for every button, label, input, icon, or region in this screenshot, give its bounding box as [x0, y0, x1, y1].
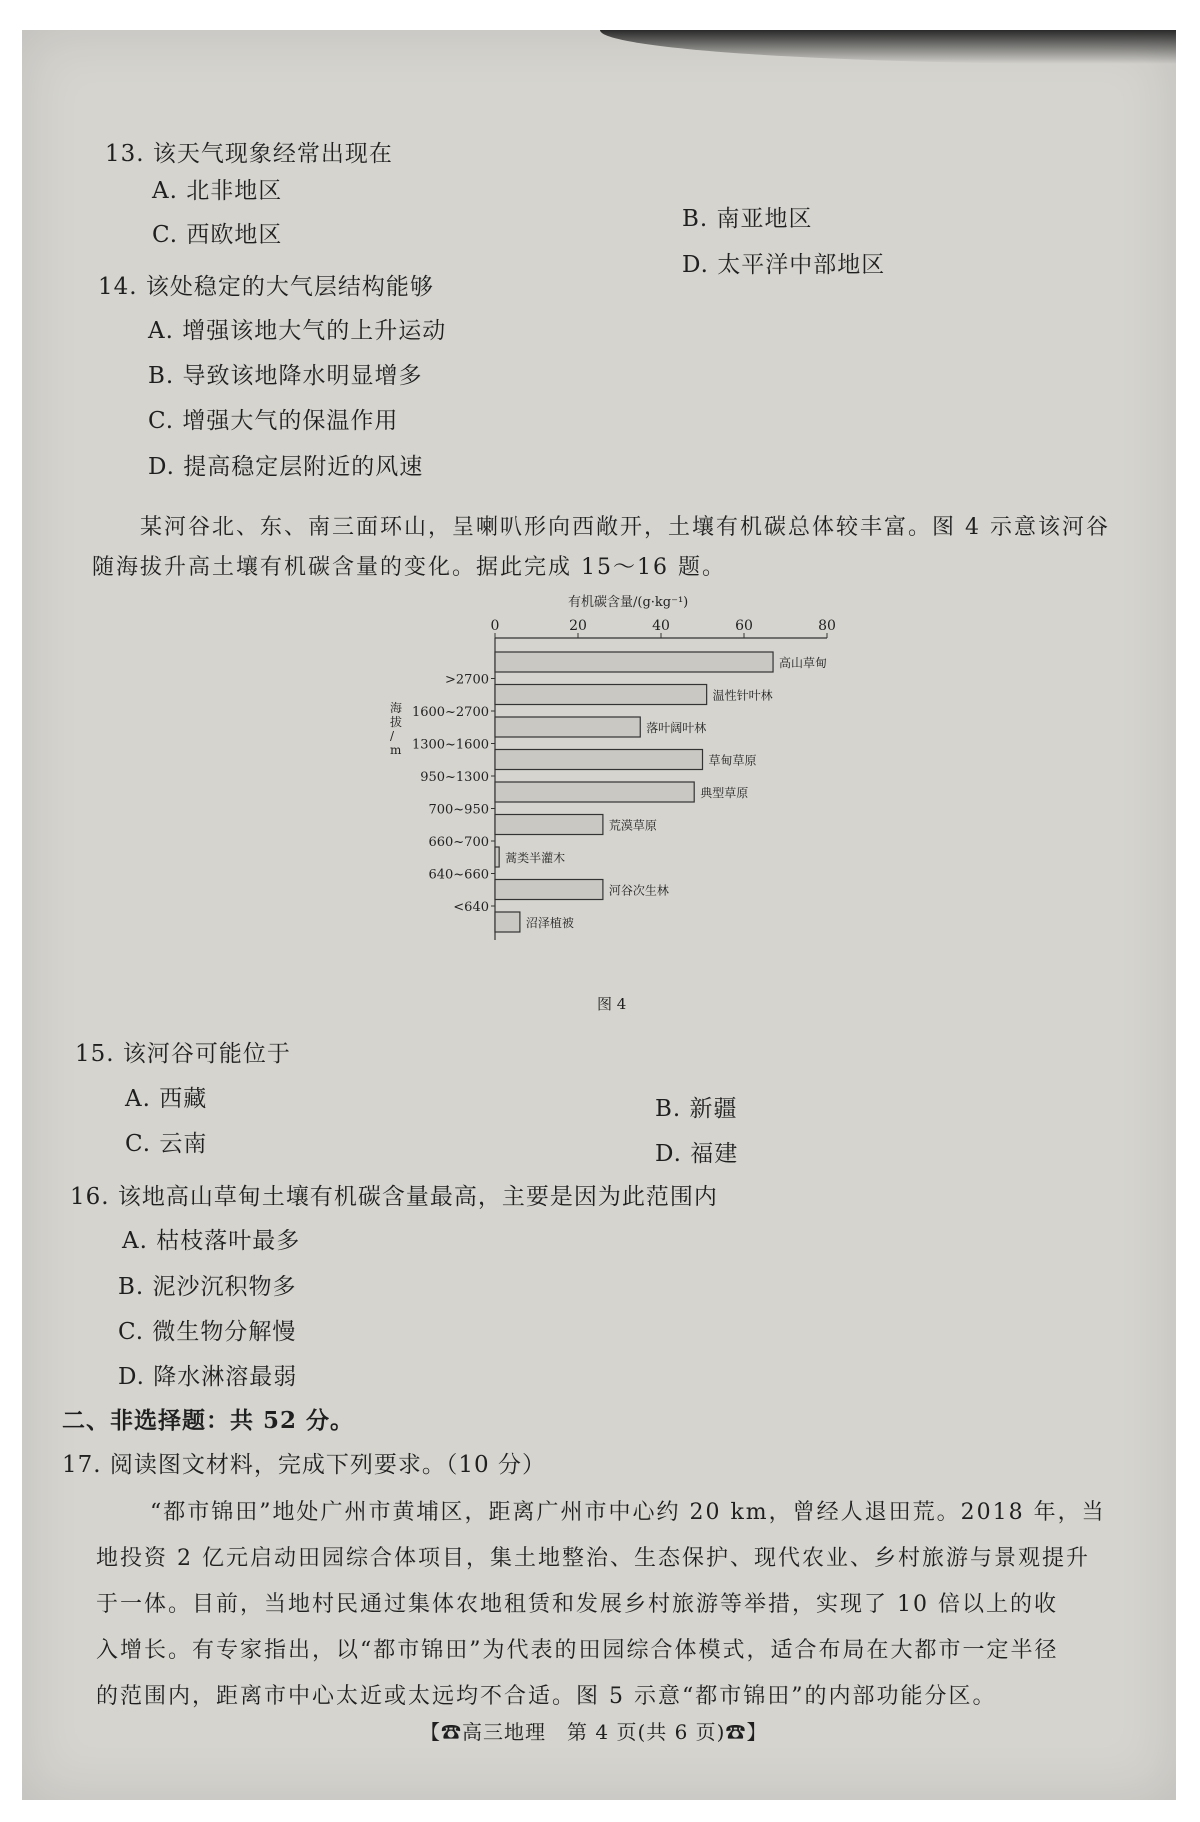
y-axis-label [390, 701, 402, 757]
q13-option-a: A. 北非地区 [152, 178, 283, 204]
q13-stem: 13. 该天气现象经常出现在 [105, 141, 393, 167]
q16-option-a: A. 枯枝落叶最多 [122, 1228, 301, 1254]
q17-material-line-4: 入增长。有专家指出，以“都市锦田”为代表的田园综合体模式，适合布局在大都市一定半径 [96, 1638, 1059, 1663]
q17-stem: 17. 阅读图文材料，完成下列要求。（10 分） [62, 1452, 546, 1478]
bar-label: 沼泽植被 [525, 916, 574, 930]
q13-option-d: D. 太平洋中部地区 [682, 252, 886, 278]
x-tick-label: 60 [735, 618, 753, 634]
chart-title: 有机碳含量/(g·kg⁻¹) [568, 595, 689, 610]
x-tick-label: 20 [569, 618, 587, 634]
q17-material-line-3: 于一体。目前，当地村民通过集体农地租赁和发展乡村旅游等举措，实现了 10 倍以上的收 [96, 1592, 1058, 1617]
section-2-title: 二、非选择题：共 52 分。 [62, 1407, 355, 1434]
y-tick-label: 660~700 [428, 835, 489, 850]
q14-option-b: B. 导致该地降水明显增多 [148, 363, 423, 389]
bar-label: 荒漠草原 [608, 818, 657, 833]
x-tick-label: 0 [490, 618, 500, 634]
q14-option-c: C. 增强大气的保温作用 [148, 408, 399, 434]
q15-option-b: B. 新疆 [655, 1096, 738, 1122]
q16-option-c: C. 微生物分解慢 [118, 1319, 297, 1345]
q14-stem: 14. 该处稳定的大气层结构能够 [98, 274, 434, 300]
bar [495, 685, 707, 705]
y-axis-label-char: 拔 [390, 715, 403, 729]
q17-material-line-2: 地投资 2 亿元启动田园综合体项目，集土地整治、生态保护、现代农业、乡村旅游与景观提升 [96, 1546, 1090, 1571]
bar-label: 落叶阔叶林 [646, 721, 707, 735]
q16-option-d: D. 降水淋溶最弱 [118, 1364, 298, 1390]
bar [495, 782, 694, 802]
bar [495, 717, 640, 737]
q16-option-b: B. 泥沙沉积物多 [118, 1274, 297, 1300]
bar-label: 典型草原 [700, 786, 749, 800]
q15-stem: 15. 该河谷可能位于 [75, 1041, 291, 1067]
bar [495, 652, 773, 672]
y-axis-label-char: m [390, 743, 402, 757]
bar [495, 815, 603, 835]
q17-material-line-5: 的范围内，距离市中心太近或太远均不合适。图 5 示意“都市锦田”的内部功能分区。 [96, 1684, 997, 1709]
y-tick-label: 640~660 [428, 867, 489, 883]
q15-option-d: D. 福建 [655, 1141, 739, 1167]
page-footer: 【☎高三地理 第 4 页(共 6 页)☎】 [420, 1720, 768, 1744]
q15-option-c: C. 云南 [125, 1131, 208, 1157]
q15-option-a: A. 西藏 [125, 1086, 208, 1112]
intro-line-2: 随海拔升高土壤有机碳含量的变化。据此完成 15～16 题。 [92, 555, 726, 580]
q13-option-b: B. 南亚地区 [682, 206, 813, 232]
bar [495, 880, 603, 900]
x-tick-label: 40 [652, 618, 670, 634]
q14-option-d: D. 提高稳定层附近的风速 [148, 454, 424, 480]
y-tick-label: >2700 [445, 672, 489, 688]
organic-carbon-chart [370, 590, 860, 990]
bar-label: 温性针叶林 [712, 688, 773, 703]
y-tick-label: 700~950 [428, 802, 489, 818]
y-tick-label: 950~1300 [420, 770, 489, 785]
bar-label: 高山草甸 [779, 656, 828, 670]
q14-option-a: A. 增强该地大气的上升运动 [148, 318, 447, 344]
y-tick-label: 1300~1600 [411, 737, 489, 753]
y-axis-label-char: 海 [390, 701, 403, 715]
bar-label: 蒿类半灌木 [505, 851, 566, 865]
figure-caption: 图 4 [597, 995, 627, 1013]
q13-option-c: C. 西欧地区 [152, 222, 283, 248]
bar [495, 847, 499, 867]
x-tick-label: 80 [818, 618, 836, 634]
intro-line-1: 某河谷北、东、南三面环山，呈喇叭形向西敞开，土壤有机碳总体较丰富。图 4 示意该河谷 [140, 515, 1110, 540]
bar [495, 912, 520, 932]
y-tick-label: <640 [453, 900, 489, 915]
q17-material-line-1: “都市锦田”地处广州市黄埔区，距离广州市中心约 20 km，曾经人退田荒。2018 年，当 [150, 1500, 1106, 1525]
q16-stem: 16. 该地高山草甸土壤有机碳含量最高，主要是因为此范围内 [70, 1184, 718, 1210]
bar-label: 草甸草原 [708, 753, 757, 768]
bar [495, 750, 703, 770]
y-tick-label: 1600~2700 [411, 705, 489, 720]
bar-label: 河谷次生林 [608, 883, 669, 898]
y-axis-label-char: / [390, 729, 395, 743]
